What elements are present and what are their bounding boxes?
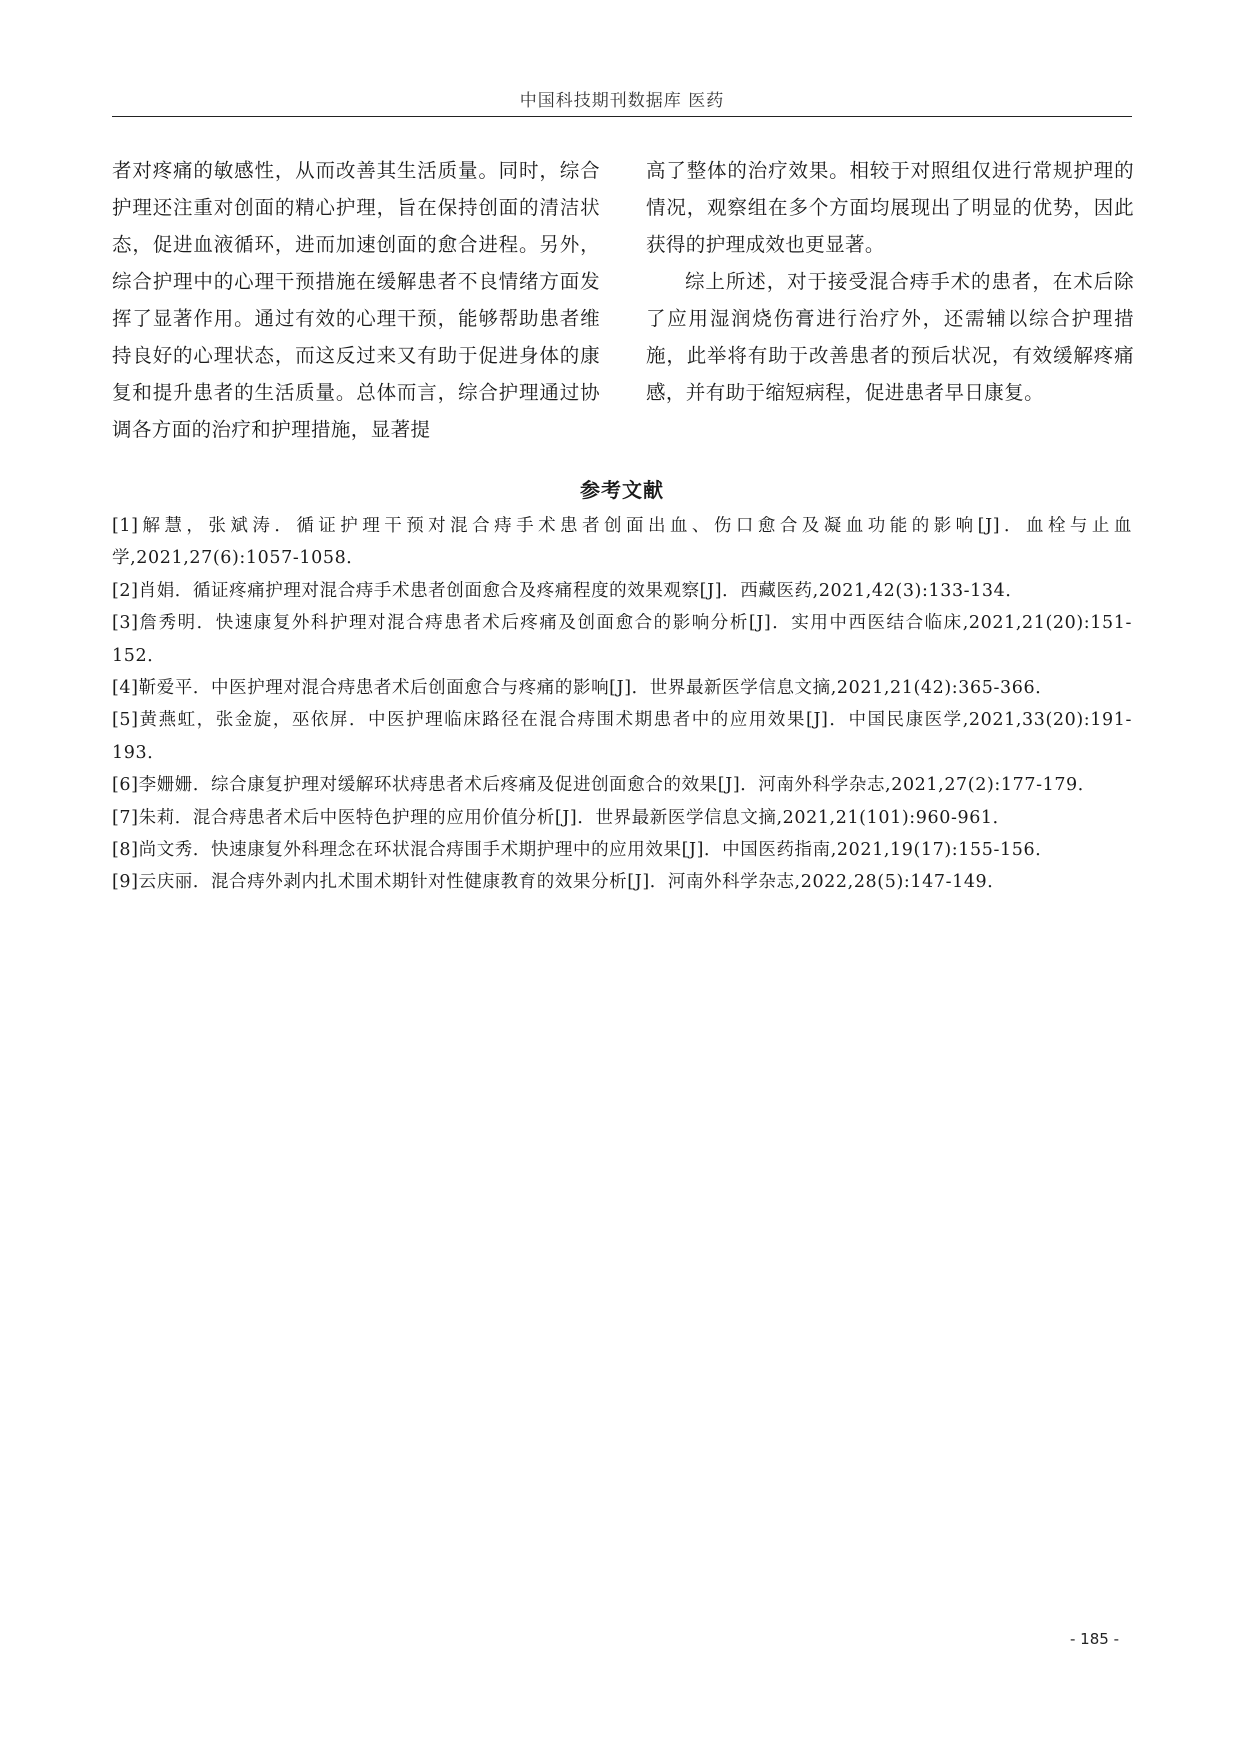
- reference-item: [4]靳爱平．中医护理对混合痔患者术后创面愈合与疼痛的影响[J]．世界最新医学信息文摘,2021,21(42):365-366．: [112, 678, 1054, 699]
- body-column-left: [112, 152, 600, 448]
- reference-item: [2]肖娟．循证疼痛护理对混合痔手术患者创面愈合及疼痛程度的效果观察[J]．西藏医药,2021,42(3):133-134．: [112, 580, 1024, 601]
- references-list: [112, 510, 1132, 899]
- running-header: 中国科技期刊数据库 医药: [519, 91, 725, 111]
- page-number: - 185 -: [1070, 1630, 1119, 1648]
- reference-item: [8]尚文秀．快速康复外科理念在环状混合痔围手术期护理中的应用效果[J]．中国医药指南,2021,19(17):155-156．: [112, 840, 1054, 861]
- reference-item: [5]黄燕虹，张金旋，巫依屏．中医护理临床路径在混合痔围术期患者中的应用效果[J]．中国民康医学,2021,33(20):191-193．: [112, 710, 1132, 763]
- reference-item: [3]詹秀明．快速康复外科护理对混合痔患者术后疼痛及创面愈合的影响分析[J]．实用中西医结合临床,2021,21(20):151-152．: [112, 613, 1132, 666]
- conclusion-paragraph: 综上所述，对于接受混合痔手术的患者，在术后除了应用湿润烧伤膏进行治疗外，还需辅以综合护理措施，此举将有助于改善患者的预后状况，有效缓解疼痛感，并有助于缩短病程，促进患者早日康复。: [646, 270, 1134, 404]
- reference-item: [1]解慧，张斌涛．循证护理干预对混合痔手术患者创面出血、伤口愈合及凝血功能的影响[J]．血栓与止血学,2021,27(6):1057-1058．: [112, 516, 1132, 569]
- header-divider: [112, 116, 1132, 117]
- reference-item: [7]朱莉．混合痔患者术后中医特色护理的应用价值分析[J]．世界最新医学信息文摘,2021,21(101):960-961．: [112, 807, 1011, 828]
- body-paragraph-continued: 者对疼痛的敏感性，从而改善其生活质量。同时，综合护理还注重对创面的精心护理，旨在保持创面的清洁状态，促进血液循环，进而加速创面的愈合进程。另外，综合护理中的心理干预措施在缓解患者不良情绪方面发挥了显著作用。通过有效的心理干预，能够帮助患者维持良好的心理状态，而这反过来又有助于促进身体的康复和提升患者的生活质量。总体而言，综合护理通过协调各方面的治疗和护理措施，显著提: [112, 159, 600, 441]
- reference-item: [9]云庆丽．混合痔外剥内扎术围术期针对性健康教育的效果分析[J]．河南外科学杂志,2022,28(5):147-149．: [112, 872, 1006, 893]
- references-heading: 参考文献: [580, 478, 664, 502]
- body-column-right: [646, 152, 1134, 411]
- reference-item: [6]李姗姗．综合康复护理对缓解环状痔患者术后疼痛及促进创面愈合的效果[J]．河南外科学杂志,2021,27(2):177-179．: [112, 775, 1096, 796]
- body-paragraph-continuation: 高了整体的治疗效果。相较于对照组仅进行常规护理的情况，观察组在多个方面均展现出了明显的优势，因此获得的护理成效也更显著。: [646, 159, 1134, 256]
